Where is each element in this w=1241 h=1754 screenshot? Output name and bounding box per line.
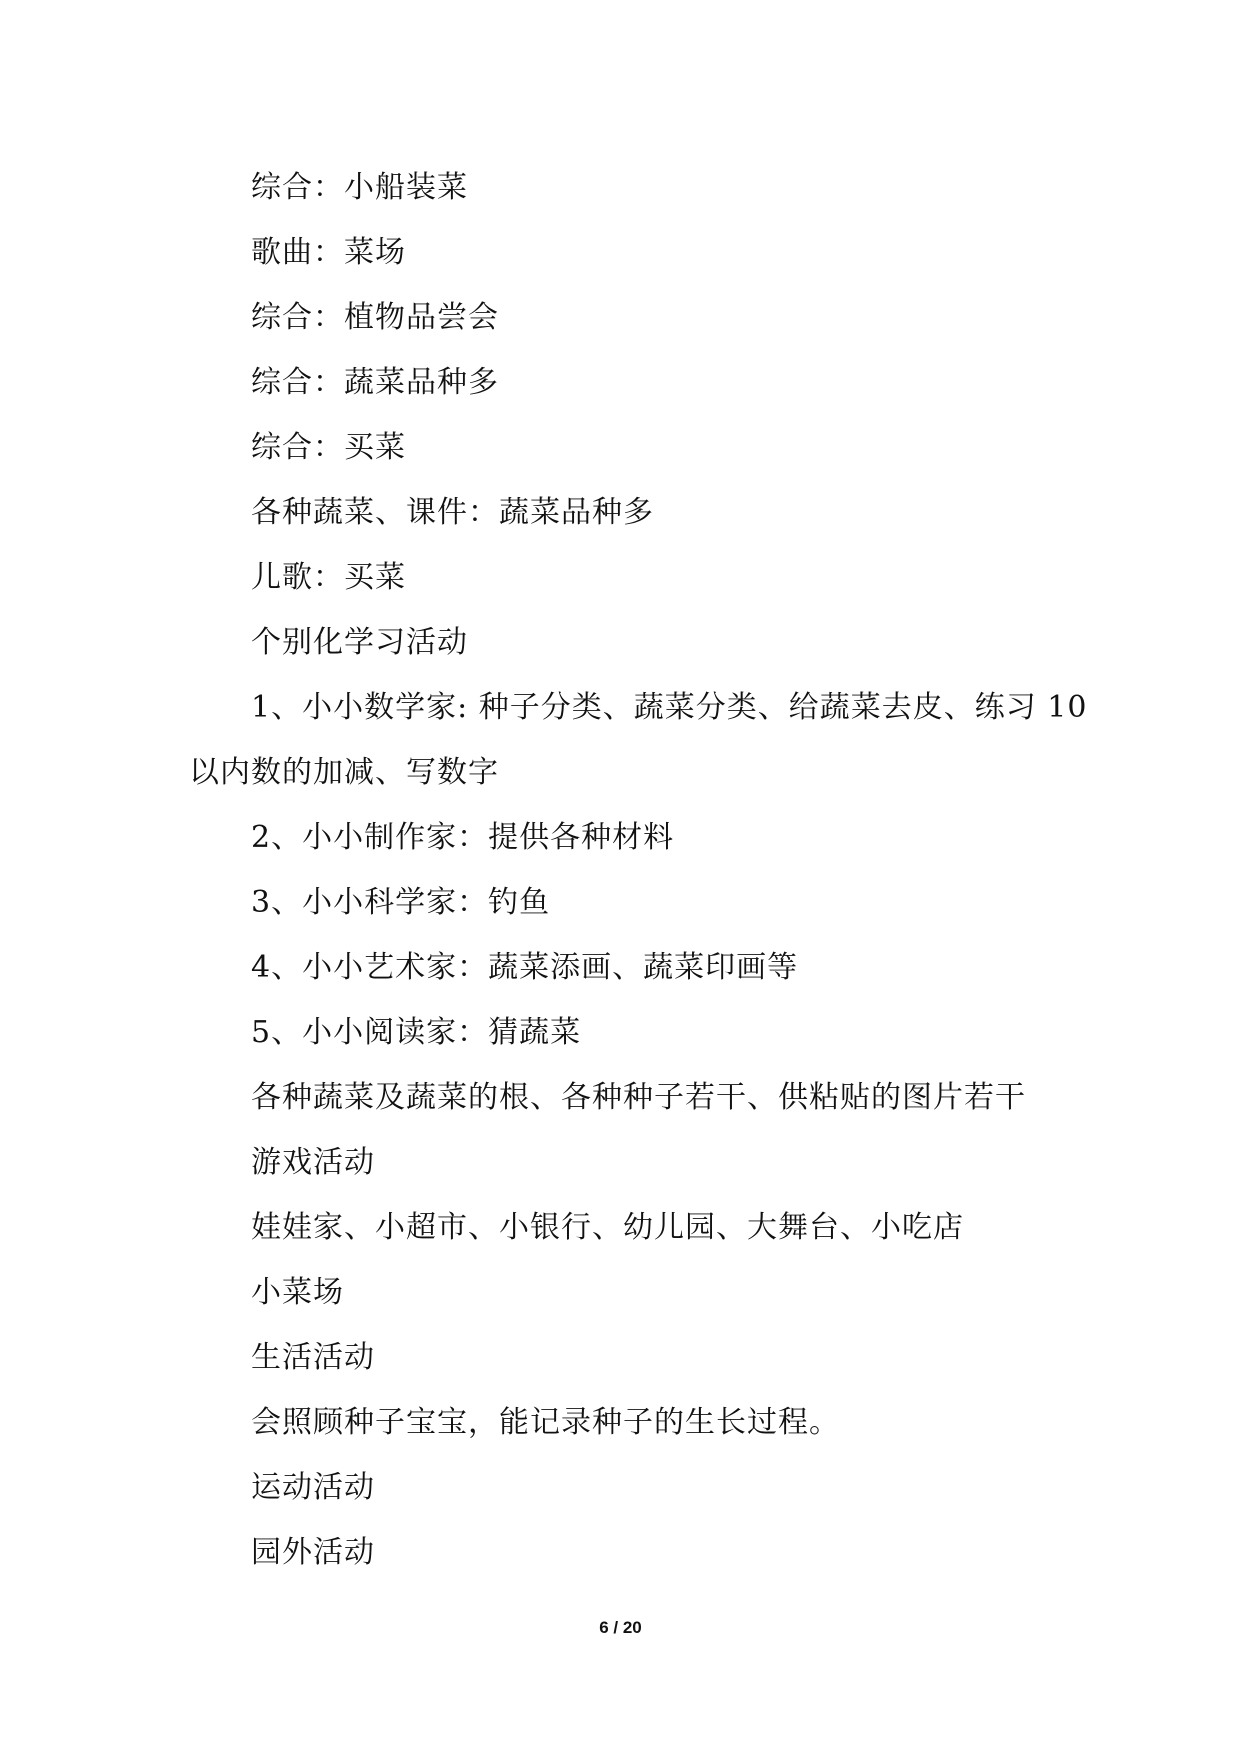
text-line: 综合：买菜	[251, 430, 406, 465]
text-line: 5、小小阅读家：猜蔬菜	[251, 1015, 582, 1050]
text-line: 儿歌：买菜	[251, 560, 406, 595]
document-body	[189, 155, 1088, 1585]
text-line: 歌曲：菜场	[251, 235, 406, 270]
text-line: 园外活动	[251, 1535, 375, 1570]
text-line: 综合：植物品尝会	[251, 300, 499, 335]
text-line: 运动活动	[251, 1470, 375, 1505]
page-number: 6 / 20	[599, 1618, 642, 1637]
text-line: 会照顾种子宝宝，能记录种子的生长过程。	[251, 1405, 840, 1440]
text-line: 综合：小船装菜	[251, 170, 468, 205]
text-line: 1、小小数学家: 种子分类、蔬菜分类、给蔬菜去皮、练习 10	[251, 690, 1088, 725]
text-line: 生活活动	[251, 1340, 375, 1375]
text-line: 小菜场	[251, 1275, 344, 1310]
text-line: 各种蔬菜、课件：蔬菜品种多	[251, 495, 654, 530]
text-line: 以内数的加减、写数字	[189, 755, 499, 790]
text-line: 3、小小科学家：钓鱼	[251, 885, 551, 920]
text-line: 各种蔬菜及蔬菜的根、各种种子若干、供粘贴的图片若干	[251, 1080, 1026, 1115]
text-line: 4、小小艺术家：蔬菜添画、蔬菜印画等	[251, 950, 799, 985]
text-line: 个别化学习活动	[251, 625, 468, 660]
text-line: 游戏活动	[251, 1145, 375, 1180]
text-line: 2、小小制作家：提供各种材料	[251, 820, 675, 855]
text-line: 娃娃家、小超市、小银行、幼儿园、大舞台、小吃店	[251, 1210, 964, 1245]
text-line: 综合：蔬菜品种多	[251, 365, 499, 400]
